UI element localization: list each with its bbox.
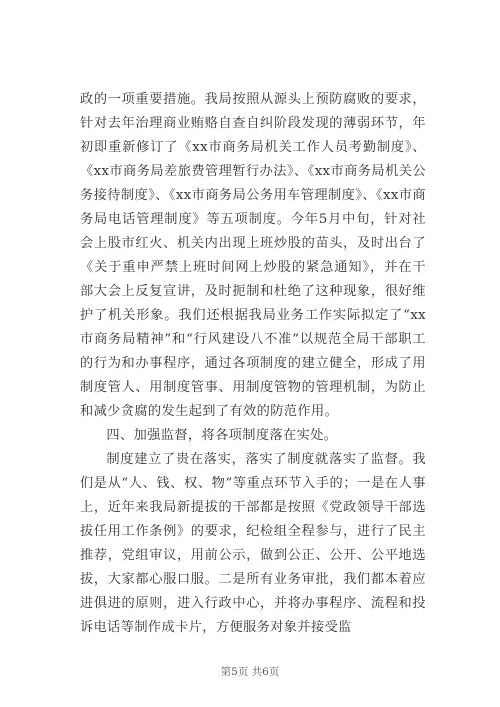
body-paragraph-1: 政的一项重要措施。我局按照从源头上预防腐败的要求，针对去年治理商业贿赂自查自纠阶段发现的薄弱环节，年初即重新修订了《xx市商务局机关工作人员考勤制度》、《xx市商务局差旅费管理暂行办法》、《xx市商务局机关公务接待制度》、《xx市商务局公务用车管理制度》、《xx市商务局电话管理制度》等五项制度。今年5月中旬，针对社会上股市红火、机关内出现上班炒股的苗头，及时出台了《关于重申严禁上班时间网上炒股的紧急通知》，并在干部大会上反复宣讲，及时扼制和杜绝了这种现象，很好维护了机关形象。我们还根据我局业务工作实际拟定了“xx市商务局精神”和“行风建设八不准”以规范全局干部职工的行为和办事程序，通过各项制度的建立健全，形成了用制度管人、用制度管事、用制度管物的管理机制，为防止和减少贪腐的发生起到了有效的防范作用。	[80, 92, 426, 419]
document-body	[80, 88, 426, 640]
section-heading-4: 四、加强监督，将各项制度落在实处。	[106, 428, 338, 443]
body-paragraph-2: 制度建立了贵在落实，落实了制度就落实了监督。我们是从“人、钱、权、物”等重点环节入手的；一是在人事上，近年来我局新提拔的干部都是按照《党政领导干部选拔任用工作条例》的要求，纪检组全程参与，进行了民主推荐，党组审议，用前公示，做到公正、公开、公平地选拔，大家都心服口服。二是所有业务审批，我们都本着应进俱进的原则，进入行政中心，并将办事程序、流程和投诉电话等制作成卡片，方便服务对象并接受监	[80, 452, 426, 635]
page-footer: 第5页 共6页	[220, 666, 280, 678]
